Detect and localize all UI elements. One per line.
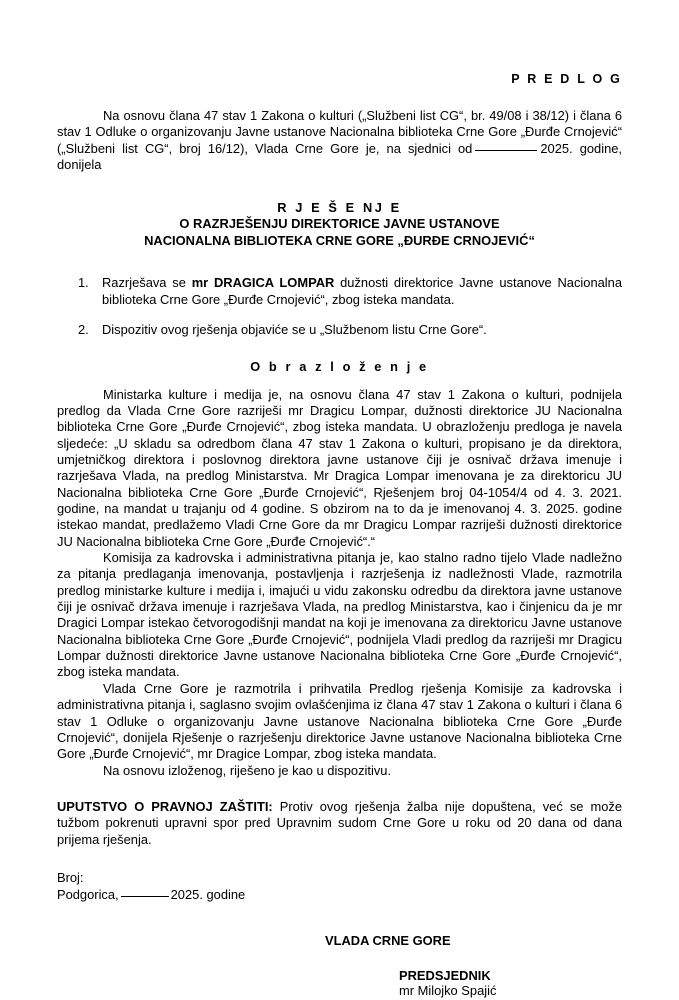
resolution-title-line3: NACIONALNA BIBLIOTEKA CRNE GORE „ĐURĐE CRNOJEVIĆ“ bbox=[144, 232, 535, 248]
list-item-number: 2. bbox=[78, 322, 89, 338]
document-header-label: P R E D L O G bbox=[511, 72, 622, 86]
list-item-text bbox=[102, 322, 622, 338]
list-item-text-after: dužnosti direktorice Javne ustanove Nacionalna biblioteka Crne Gore „Đurđe Crnojević“, zbog isteka mandata. bbox=[102, 275, 622, 307]
document-place-label: Podgorica, bbox=[57, 886, 119, 902]
intro-paragraph-part2: 2025. godine, donijela bbox=[57, 140, 622, 173]
resolution-title-line2: O RAZRJEŠENJU DIREKTORICE JAVNE USTANOVE bbox=[179, 216, 500, 232]
document-meta bbox=[57, 870, 622, 903]
list-item-text-before: Dispozitiv ovog rješenja objaviće se u „Službenom listu Crne Gore“. bbox=[102, 322, 487, 338]
document-date-blank-field[interactable] bbox=[121, 896, 169, 897]
signature-government: VLADA CRNE GORE bbox=[325, 933, 451, 949]
document-content bbox=[57, 0, 622, 1000]
legal-notice bbox=[57, 799, 622, 848]
document-place-date bbox=[57, 887, 622, 904]
reasoning-paragraph-1: Ministarka kulture i medija je, na osnovu člana 47 stav 1 Zakona o kulturi, podnijela predlog da Vlada Crne Gore razriješi mr Dragicu Lompar, dužnosti direktorice JU Nacionalna biblioteka Crne Gore „Đurđe Crnojević“, zbog isteka mandata. U obrazloženju predloga je navela sljedeće: „U skladu sa odredbom člana 47 stav 1 Zakona o kulturi, propisano je da direktora, umjetničkog direktora i poslovnog direktora javne ustanove čiji je osnivač država imenuje i razrješava Vlada, na predlog Ministarstva. Mr Dragica Lompar imenovana je za direktoricu JU Nacionalna biblioteka Crne Gore „Đurđe Crnojević“, Rješenjem broj 04-1054/4 od 4. 3. 2021. godine, na mandat u trajanju od 4 godine. S obzirom na to da je imenovanoj 4. 3. 2025. godine istekao mandat, predlažemo Vladi Crne Gore da mr Dragicu Lompar razriješi dužnosti direktorice JU Nacionalna biblioteka Crne Gore „Đurđe Crnojević“.“ bbox=[57, 386, 622, 549]
list-item-text-emphasis: mr DRAGICA LOMPAR bbox=[191, 275, 335, 291]
reasoning-paragraph-3: Vlada Crne Gore je razmotrila i prihvatila Predlog rješenja Komisije za kadrovska i administrativna pitanja i, saglasno svojim ovlašćenjima iz člana 47 stav 1 Zakona o kulturi i člana 6 stav 1 Odluke o organizovanju Javne ustanove Nacionalna biblioteka Crne Gore „Đurđe Crnojević“, donijela Rješenje o razrješenju direktorice Javne ustanove Nacionalna biblioteka Crne Gore „Đurđe Crnojević“, mr Dragice Lompar, zbog isteka mandata. bbox=[57, 680, 622, 762]
list-item bbox=[57, 275, 622, 308]
list-item-text-before: Razrješava se bbox=[102, 275, 192, 291]
list-item bbox=[57, 322, 622, 338]
intro-paragraph bbox=[57, 108, 622, 174]
reasoning-heading: O b r a z l o ž e n j e bbox=[250, 358, 429, 374]
list-item-text bbox=[102, 275, 622, 308]
legal-notice-label: UPUTSTVO O PRAVNOJ ZAŠTITI: bbox=[57, 798, 273, 814]
reasoning-paragraph-4: Na osnovu izloženog, riješeno je kao u dispozitivu. bbox=[103, 762, 392, 778]
legal-notice-text: Protiv ovog rješenja žalba nije dopuštena, već se može tužbom pokrenuti upravni spor pred Upravnim sudom Crne Gore u roku od 20 dana od dana prijema rješenja. bbox=[57, 798, 623, 847]
document-number-label: Broj: bbox=[57, 870, 84, 886]
date-blank-field[interactable] bbox=[475, 150, 537, 151]
resolution-items-list bbox=[57, 275, 622, 338]
intro-paragraph-part1: Na osnovu člana 47 stav 1 Zakona o kulturi („Službeni list CG“, br. 49/08 i 38/12) i člana 6 stav 1 Odluke o organizovanju Javne ustanove Nacionalna biblioteka Crne Gore „Đurđe Crnojević“ („Službeni list CG“, broj 16/12), Vlada Crne Gore je, na sjednici od bbox=[57, 108, 622, 156]
resolution-title-line1: R J E Š E NJ E bbox=[277, 199, 402, 215]
list-item-number: 1. bbox=[78, 275, 89, 291]
reasoning-paragraph-2: Komisija za kadrovska i administrativna pitanja je, kao stalno radno tijelo Vlade nadležno za pitanja predlaganja imenovanja, postavljenja i razrješenja iz nadležnosti Vlade, razmotrila predlog ministarke kulture i medija i, imajući u vidu zakonsku odredbu da direktora javne ustanove čiji je osnivač država imenuje i razrješava Vlada, na predlog Ministarstva, kao i činjenicu da je mr Dragici Lompar istekao četvorogodišnji mandat na koji je imenovana za direktoricu Javne ustanove Nacionalna biblioteka Crne Gore „Đurđe Crnojević“, podnijela Vladi predlog da razriješi mr Dragicu Lompar dužnosti direktorice Javne ustanove Nacionalna biblioteka Crne Gore „Đurđe Crnojević“, zbog isteka mandata. bbox=[57, 550, 622, 680]
signature-role: PREDSJEDNIK bbox=[399, 968, 491, 984]
signature-name: mr Milojko Spajić bbox=[399, 983, 497, 999]
resolution-title bbox=[57, 200, 622, 250]
document-date-suffix: 2025. godine bbox=[170, 886, 246, 902]
